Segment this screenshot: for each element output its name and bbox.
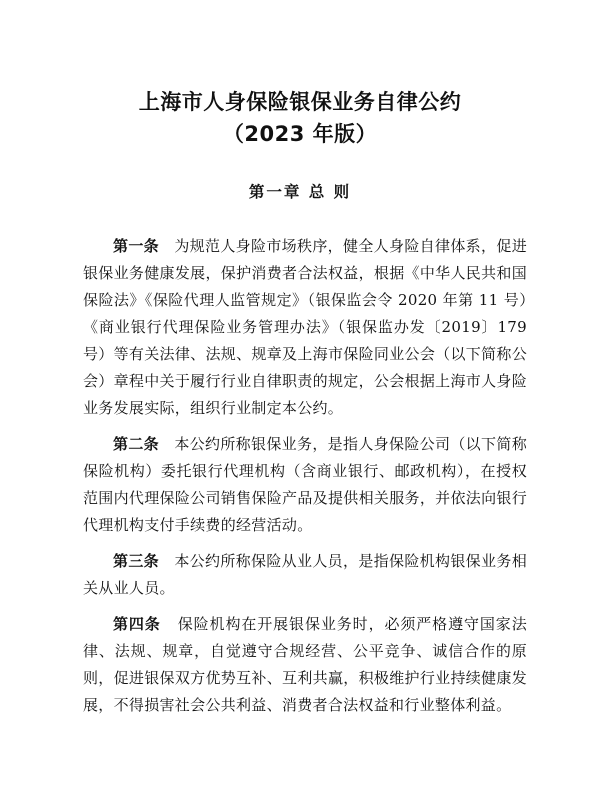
document-body [83,233,527,719]
article-4-label: 第四条 [113,615,161,633]
article-3 [83,548,527,602]
chapter-heading: 第一章 总 则 [248,183,352,201]
article-2-label: 第二条 [113,435,160,453]
article-2-text: 本公约所称银保业务，是指人身保险公司（以下简称保险机构）委托银行代理机构（含商业银行、邮政机构），在授权范围内代理保险公司销售保险产品及提供相关服务，并依法向银行代理机构支付手续费的经营活动。 [83,435,527,534]
article-1 [83,233,527,422]
article-3-label: 第三条 [113,552,160,570]
article-3-text: 本公约所称保险从业人员，是指保险机构银保业务相关从业人员。 [83,552,527,597]
article-1-text: 为规范人身险市场秩序，健全人身险自律体系，促进银保业务健康发展，保护消费者合法权益，根据《中华人民共和国保险法》《保险代理人监管规定》（银保监会令 2020 年第 11 号）《商业银行代理保险业务管理办法》（银保监办发〔2019〕179 号）等有关法律、法规、规章及上海市保险同业公会（以下简称公会）章程中关于履行行业自律职责的规定，公会根据上海市人身险业务发展实际，组织行业制定本公约。 [83,237,527,417]
article-4-text: 保险机构在开展银保业务时，必须严格遵守国家法律、法规、规章，自觉遵守合规经营、公平竞争、诚信合作的原则，促进银保双方优势互补、互利共赢，积极维护行业持续健康发展，不得损害社会公共利益、消费者合法权益和行业整体利益。 [83,615,527,714]
article-4 [83,611,527,719]
article-1-label: 第一条 [113,237,160,255]
article-2 [83,431,527,539]
document-title: 上海市人身保险银保业务自律公约 [138,90,462,114]
document-edition: （2023 年版） [222,122,378,146]
